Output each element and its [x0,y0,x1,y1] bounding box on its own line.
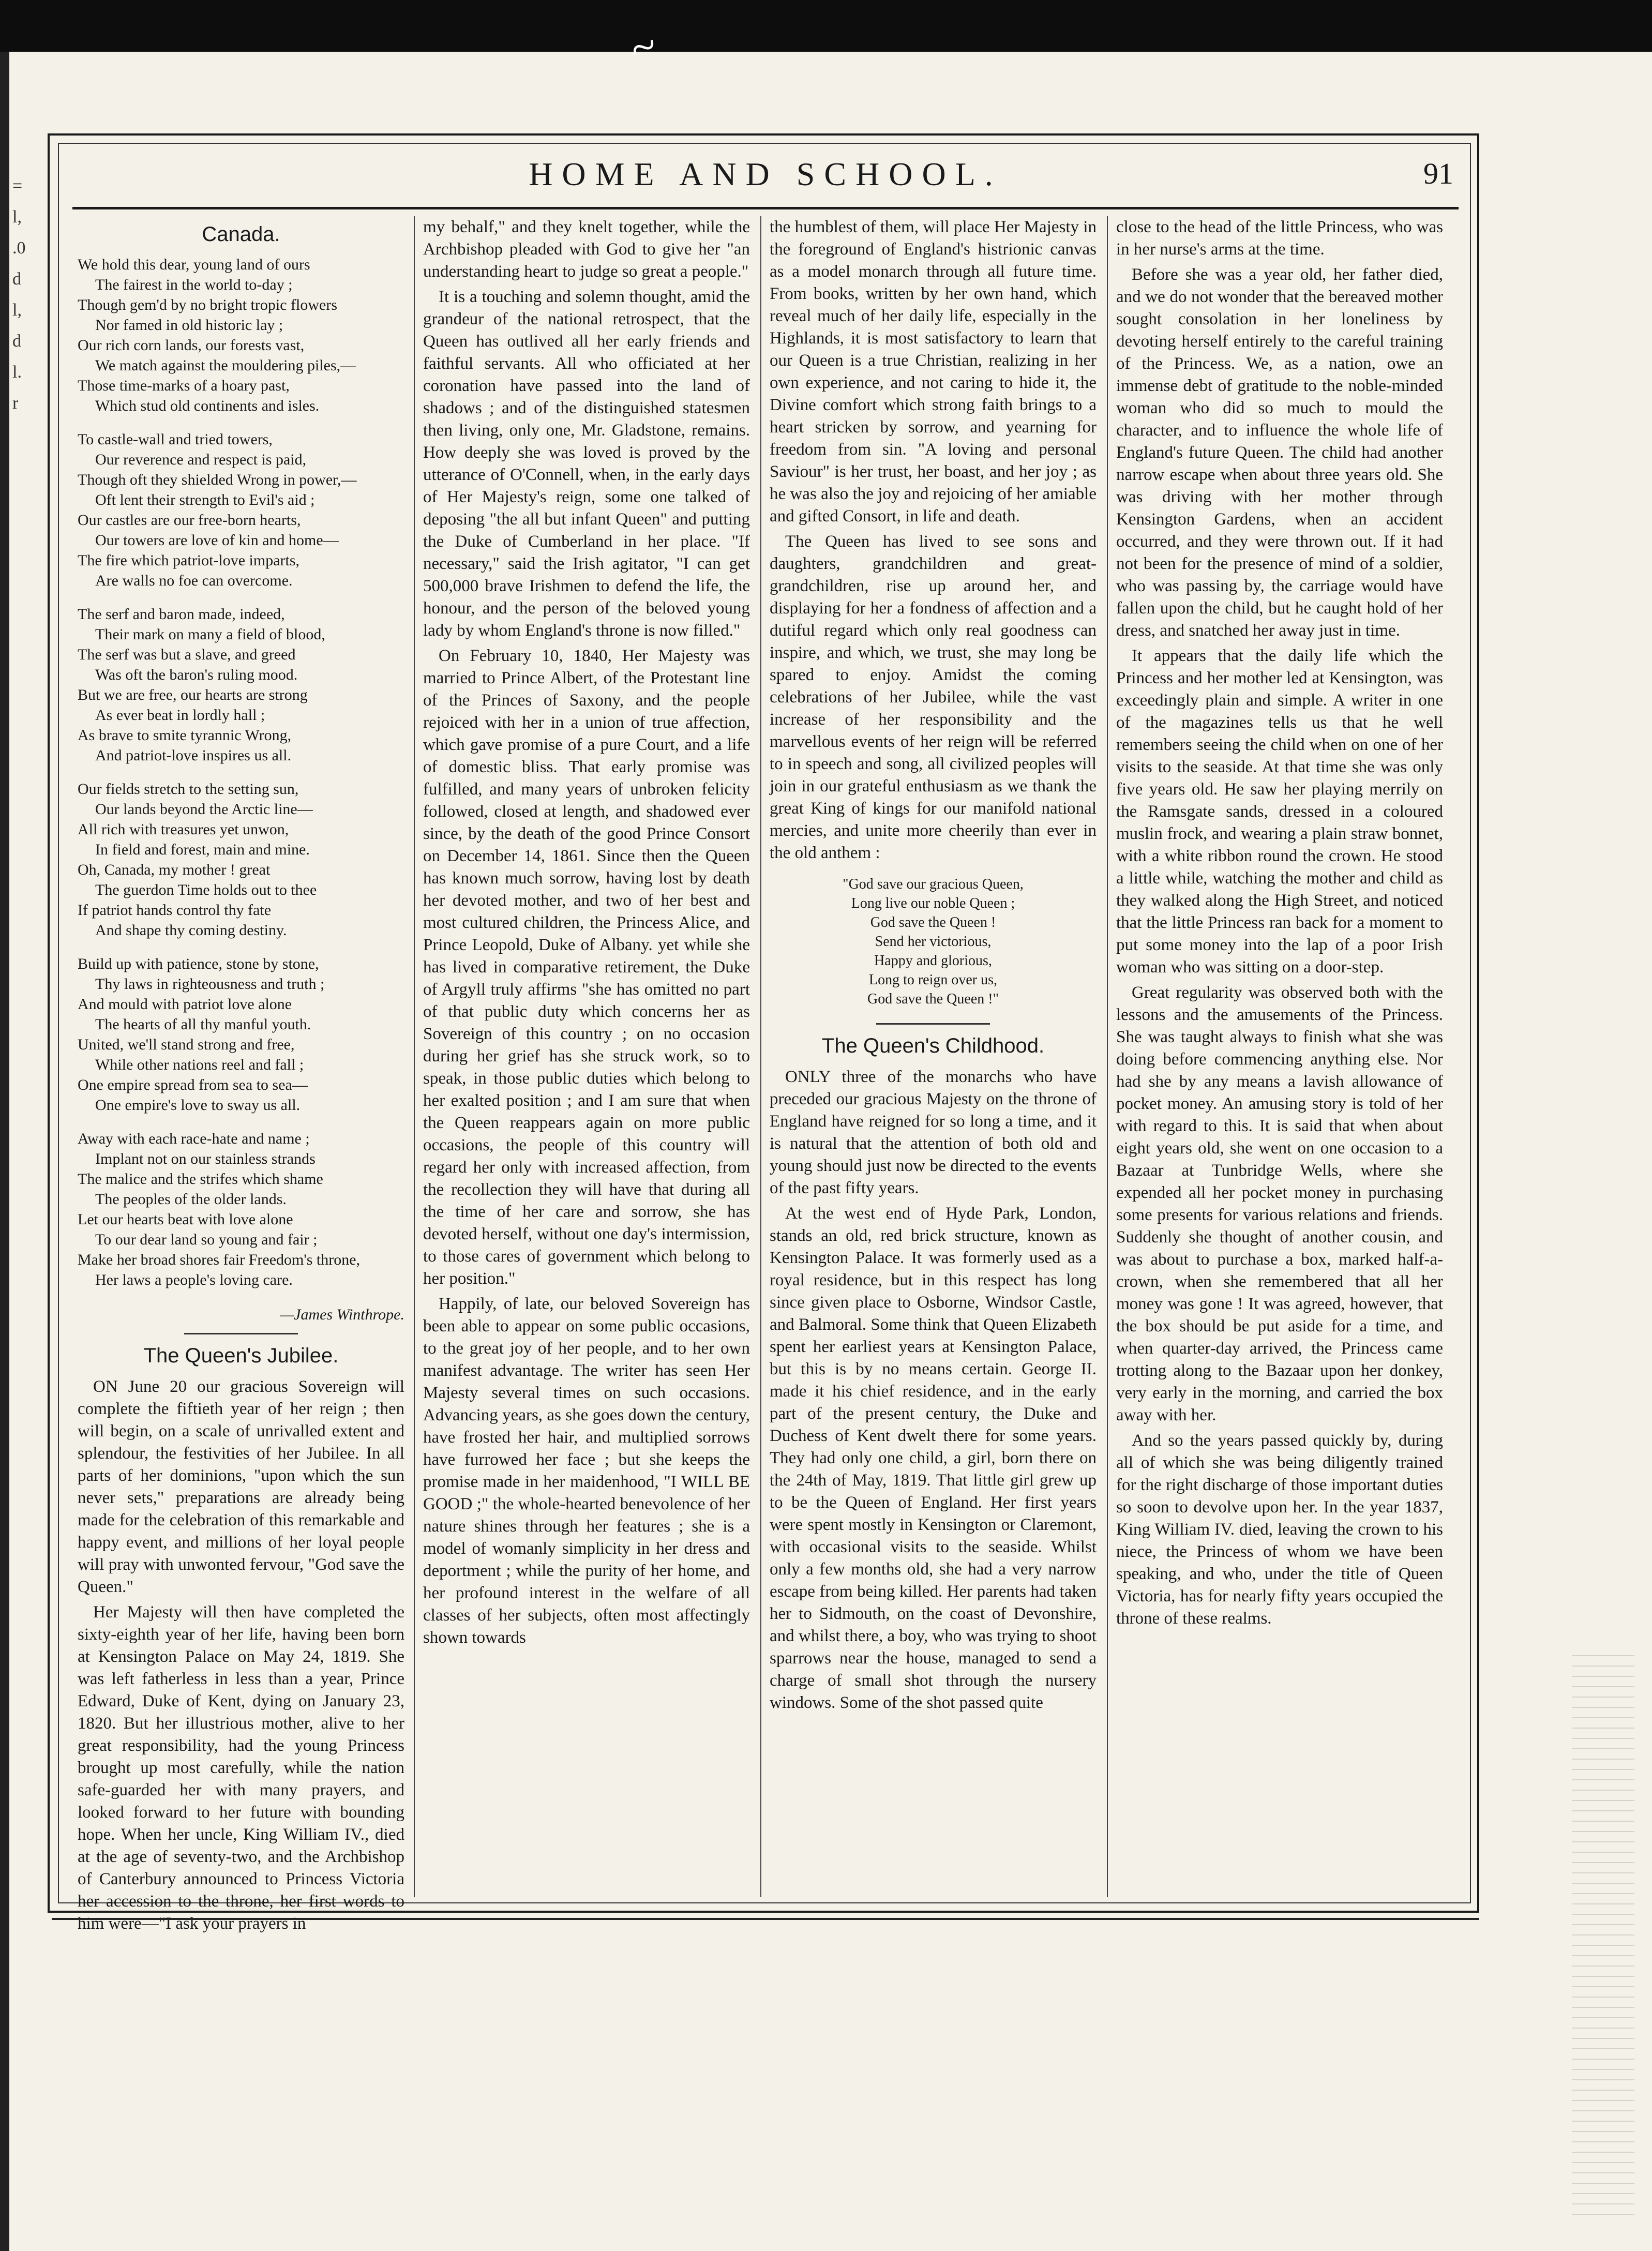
verse-line: To castle-wall and tried towers, [78,431,273,448]
margin-mark: l. [12,363,22,382]
verse-line: Let our hearts beat with love alone [78,1211,293,1228]
verse-line: The peoples of the older lands. [95,1191,287,1208]
verse-line: Our towers are love of kin and home— [95,532,339,549]
paragraph: It appears that the daily life which the Princess and her mother led at Kensington, was exceedingly plain and simple. A writer in one of the magazines tells us that he well remembers seeing the child when on one of her visits to the seaside. At that time she was only five years old. He saw her playing merrily on the Ramsgate sands, dressed in a coloured muslin frock, and wearing a plain straw bonnet, with a white ribbon round the crown. He stood a little while, watching the mother and child as they walked along the High Street, and noticed that the little Princess ran back for a moment to put some money into the lap of a poor Irish woman who was sitting on a door-step. [1116,647,1443,977]
margin-marks [12,171,38,419]
paragraph: Happily, of late, our beloved Sovereign has been able to appear on some public occasions, to the great joy of her people, and to her own manifest advantage. The writer has seen Her Majesty several times on such occasions. Advancing years, as she goes down the century, have frosted her hair, and multiplied sorrows have furrowed her face ; but she keeps the promise made in her maidenhood, "I WILL BE GOOD ;" the whole-hearted benevolence of her nature shines through her features ; she is a model of womanly simplicity in her dress and deportment ; while the purity of her home, and her profound interest in the welfare of all classes of her subjects, often most affectingly shown towards [423,1295,750,1647]
verse-line: The guerdon Time holds out to thee [95,881,317,898]
running-title: HOME AND SCHOOL. [529,156,1002,192]
paragraph: ONLY three of the monarchs who have preceded our gracious Majesty on the throne of England have reigned for so long a time, and it is natural that the attention of both old and young should just now be directed to the events of the past fifty years. [770,1068,1097,1197]
verse-line: Though gem'd by no bright tropic flowers [78,296,337,313]
verse-line: Our reverence and respect is paid, [95,451,307,468]
verse-line: We match against the mouldering piles,— [95,357,356,374]
verse-line: While other nations reel and fall ; [95,1056,304,1073]
verse-line: "God save our gracious Queen, [843,876,1024,892]
verse-line: Her laws a people's loving care. [95,1271,293,1288]
verse-line: The hearts of all thy manful youth. [95,1016,311,1033]
poem-stanza [78,429,404,591]
column-rule [1107,216,1108,1897]
verse-line: God save the Queen ! [870,914,996,931]
verse-line: Their mark on many a field of blood, [95,626,325,643]
verse-line: United, we'll stand strong and free, [78,1036,295,1053]
page-number: 91 [1423,157,1453,190]
column-rule [760,216,761,1897]
poem-stanza [78,954,404,1115]
verse-line: One empire spread from sea to sea— [78,1076,308,1093]
verse-line: Are walls no foe can overcome. [95,572,293,589]
section-separator [876,1023,990,1025]
scan-smudge: ~ [623,19,665,76]
poem-stanza [78,779,404,940]
margin-mark: d [12,269,21,289]
verse-line: The serf and baron made, indeed, [78,606,285,623]
bottom-rule [52,1918,1479,1920]
verse-line: Nor famed in old historic lay ; [95,317,283,334]
margin-mark: r [12,394,19,413]
verse-line: Send her victorious, [875,934,992,950]
verse-line: Those time-marks of a hoary past, [78,377,290,394]
margin-mark: = [12,176,23,196]
article-title: The Queen's Childhood. [821,1034,1045,1057]
verse-line: To our dear land so young and fair ; [95,1231,318,1248]
verse-line: In field and forest, main and mine. [95,841,310,858]
verse-line: God save the Queen !" [867,991,999,1007]
verse-line: The serf was but a slave, and greed [78,646,296,663]
verse-line: If patriot hands control thy fate [78,902,272,919]
verse-line: And mould with patriot love alone [78,996,292,1013]
paragraph: At the west end of Hyde Park, London, stands an old, red brick structure, known as Kensington Palace. It was formerly used as a royal residence, but in this respect has long since given place to Osborne, Windsor Castle, and Balmoral. Some think that Queen Elizabeth spent her earliest years at Kensington Palace, but this is by no means certain. George II. made it his chief residence, and in the early part of the present century, the Duke and Duchess of Kent dwelt there for some years. They had only one child, a girl, born there on the 24th of May, 1819. That little girl grew up to be the Queen of England. Her first years were spent mostly in Kensington or Claremont, with occasional visits to the seaside. Whilst only a few months old, she had a very narrow escape from being killed. Her parents had taken her to Sidmouth, on the coast of Devonshire, and whilst there, a boy, who was trying to shoot sparrows near the house, managed to send a charge of small shot through the nursery windows. Some of the shot passed quite [770,1204,1097,1712]
verse-line: As brave to smite tyrannic Wrong, [78,727,292,744]
verse-line: Oh, Canada, my mother ! great [78,861,271,878]
verse-line: One empire's love to sway us all. [95,1097,301,1114]
margin-mark: l, [12,301,22,320]
verse-line: And shape thy coming destiny. [95,922,287,939]
margin-mark: l, [12,207,22,227]
poem-title: Canada. [202,223,280,246]
verse-line: Our fields stretch to the setting sun, [78,781,299,798]
poem-stanza [78,604,404,766]
column-1 [78,216,404,1933]
article-title: The Queen's Jubilee. [143,1344,339,1367]
verse-line: Away with each race-hate and name ; [78,1130,310,1147]
verse-line: The fairest in the world to-day ; [95,276,293,293]
paragraph: The Queen has lived to see sons and daughters, grandchildren and great-grandchildren, rise up around her, and displaying for her a fondness of affection and a dutiful regard which only real goodness can inspire, and which, we trust, she may long be spared to enjoy. Amidst the coming celebrations of her Jubilee, while the vast increase of her responsibility and the marvellous events of her reign will be referred to in speech and song, all civilized peoples will join in our grateful enthusiasm as we thank the great King of kings for our manifold national mercies, and unite more cheerily than ever in the old anthem : [770,532,1097,862]
column-4 [1116,216,1443,1897]
verse-line: We hold this dear, young land of ours [78,256,310,273]
running-header [72,155,1459,197]
verse-line: But we are free, our hearts are strong [78,686,308,703]
verse-line: Though oft they shielded Wrong in power,— [78,471,357,488]
verse-line: Make her broad shores fair Freedom's throne, [78,1251,361,1268]
verse-line: Happy and glorious, [874,953,992,969]
verse-line: Implant not on our stainless strands [95,1150,316,1167]
verse-line: Build up with patience, stone by stone, [78,955,319,972]
poem-canada [78,254,404,1290]
verse-line: Long live our noble Queen ; [851,895,1015,911]
paragraph: On February 10, 1840, Her Majesty was married to Prince Albert, of the Protestant line of the Princes of Saxony, and the people rejoiced with her in a union of true affection, which gave promise of a pure Court, and a life of domestic bliss. That early promise was fulfilled, and many years of unbroken felicity followed, closed at length, and shadowed ever since, by the death of the good Prince Consort on December 14, 1861. Since then the Queen has known much sorrow, having lost by death her devoted mother, and two of her best and most cultured children, the Princess Alice, and Prince Leopold, Duke of Albany. yet while she has lived in comparative retirement, the Duke of Argyll truly affirms "she has omitted no part of that public duty which concerns her as Sovereign of this country ; on no occasion during her grief has she struck work, so to speak, in those public duties which belong to her exalted position ; and I am sure that when the Queen reappears again on more public occasions, the people of this country will regard her only with increased affection, from the recollection they will have that during all the time of her care and sorrow, she has devoted herself, without one day's intermission, to those cares of government which belong to her position." [423,647,750,1288]
scan-left-edge [0,52,9,2251]
verse-line: Was oft the baron's ruling mood. [95,666,298,683]
verse-line: As ever beat in lordly hall ; [95,707,265,724]
verse-line: Thy laws in righteousness and truth ; [95,976,325,993]
margin-mark: .0 [12,238,26,258]
paragraph: It is a touching and solemn thought, amid the grandeur of the national retrospect, that the Queen has outlived all her early friends and faithful servants. All who officiated at her coronation have passed into the land of shadows ; and of the distinguished statesmen then living, only one, Mr. Gladstone, remains. How deeply she was loved is proved by the utterance of O'Connell, when, in the early days of Her Majesty's reign, some one talked of deposing "the all but infant Queen" and putting the Duke of Cumberland in her place. "If necessary," said the Irish agitator, "I can get 500,000 brave Irishmen to defend the life, the honour, and the person of the beloved young lady by whom England's throne is now filled." [423,288,750,640]
verse-line: Our castles are our free-born hearts, [78,512,301,529]
margin-mark: d [12,332,21,351]
verse-line: Which stud old continents and isles. [95,397,320,414]
verse-line: Our rich corn lands, our forests vast, [78,337,305,354]
verse-line: Long to reign over us, [868,972,998,988]
verse-line: Our lands beyond the Arctic line— [95,801,313,818]
paragraph: Before she was a year old, her father died, and we do not wonder that the bereaved mother sought consolation in her loneliness by devoting herself entirely to the careful training of the Princess. We, as a nation, owe an immense debt of gratitude to the noble-minded woman who did so much to mould the character, and to influence the whole life of England's future Queen. The child had another narrow escape when about three years old. She was driving with her mother through Kensington Gardens, when an accident occurred, and they were thrown out. If it had not been for the presence of mind of a soldier, who was passing by, the carriage would have fallen upon the child, but he caught hold of her dress, and snatched her away just in time. [1116,265,1443,640]
column-3 [770,216,1097,1897]
paragraph: Her Majesty will then have completed the sixty-eighth year of her life, having been born at Kensington Palace on May 24, 1819. She was left fatherless in less than a year, Prince Edward, Duke of Kent, dying on January 23, 1820. But her illustrious mother, alive to her great responsibility, had the young Princess brought up most carefully, while the nation safe-guarded her with many prayers, and looked forward to her future with bounding hope. When her uncle, King William IV., died at the age of seventy-two, and the Archbishop of Canterbury announced to Princess Victoria her accession to the throne, her first words to him were—"I ask your prayers in [78,1603,404,1933]
verse-line: Oft lent their strength to Evil's aid ; [95,491,315,508]
header-rule [72,207,1459,209]
verse-line: The malice and the strifes which shame [78,1170,323,1188]
scan-right-noise [1572,1655,1634,2224]
poem-author: —James Winthrope. [280,1306,404,1323]
verse-line: And patriot-love inspires us all. [95,747,292,764]
column-2 [423,216,750,1897]
section-separator [184,1333,298,1334]
paragraph: the humblest of them, will place Her Majesty in the foreground of England's histrionic canvas as a model monarch through all future time. From books, written by her own hand, which reveal much of her daily life, especially in the Highlands, it is most satisfactory to learn that our Queen is a true Christian, realizing in her own experience, and not caring to hide it, the Divine comfort which strong faith brings to a heart stricken by sorrow, and yearning for freedom from sin. "A loving and personal Saviour" is her trust, her boast, and her joy ; as he was also the joy and rejoicing of her amiable and gifted Consort, in life and death. [770,218,1097,526]
paragraph: close to the head of the little Princess, who was in her nurse's arms at the time. [1116,218,1443,259]
poem-stanza [78,254,404,416]
scan-top-band [0,0,1652,52]
poem-stanza [78,1129,404,1290]
column-rule [414,216,415,1897]
verse-line: All rich with treasures yet unwon, [78,821,289,838]
paragraph: ON June 20 our gracious Sovereign will complete the fiftieth year of her reign ; then will begin, on a scale of unrivalled extent and splendour, the festivities of her Jubilee. In all parts of her dominions, "upon which the sun never sets," preparations are already being made for the celebration of this remarkable and happy event, and millions of her loyal people will pray with unwonted fervour, "God save the Queen." [78,1377,404,1596]
paragraph: And so the years passed quickly by, during all of which she was being diligently trained for the right discharge of those important duties so soon to devolve upon her. In the year 1837, King William IV. died, leaving the crown to his niece, the Princess of whom we have been speaking, and who, under the title of Queen Victoria, has for nearly fifty years occupied the throne of these realms. [1116,1431,1443,1628]
paragraph: Great regularity was observed both with the lessons and the amusements of the Princess. She was taught always to finish what she was doing before commencing anything else. Nor had she by any means a lavish allowance of pocket money. An amusing story is told of her with regard to this. It is said that when about eight years old, she went on one occasion to a Bazaar at Tunbridge Wells, where she expended all her pocket money in purchasing some presents for various relations and friends. Suddenly she thought of another cousin, and was about to purchase a box, marked half-a-crown, when she remembered that all her money was gone ! It was agreed, however, that the box should be put aside for a time, and when quarter-day arrived, the Princess came trotting along to the Bazaar upon her donkey, very early in the morning, and carried the box away with her. [1116,983,1443,1424]
anthem-verse [770,875,1097,1009]
verse-line: The fire which patriot-love imparts, [78,552,300,569]
paragraph: my behalf," and they knelt together, while the Archbishop pleaded with God to give her "an understanding heart to judge so great a people." [423,218,750,281]
